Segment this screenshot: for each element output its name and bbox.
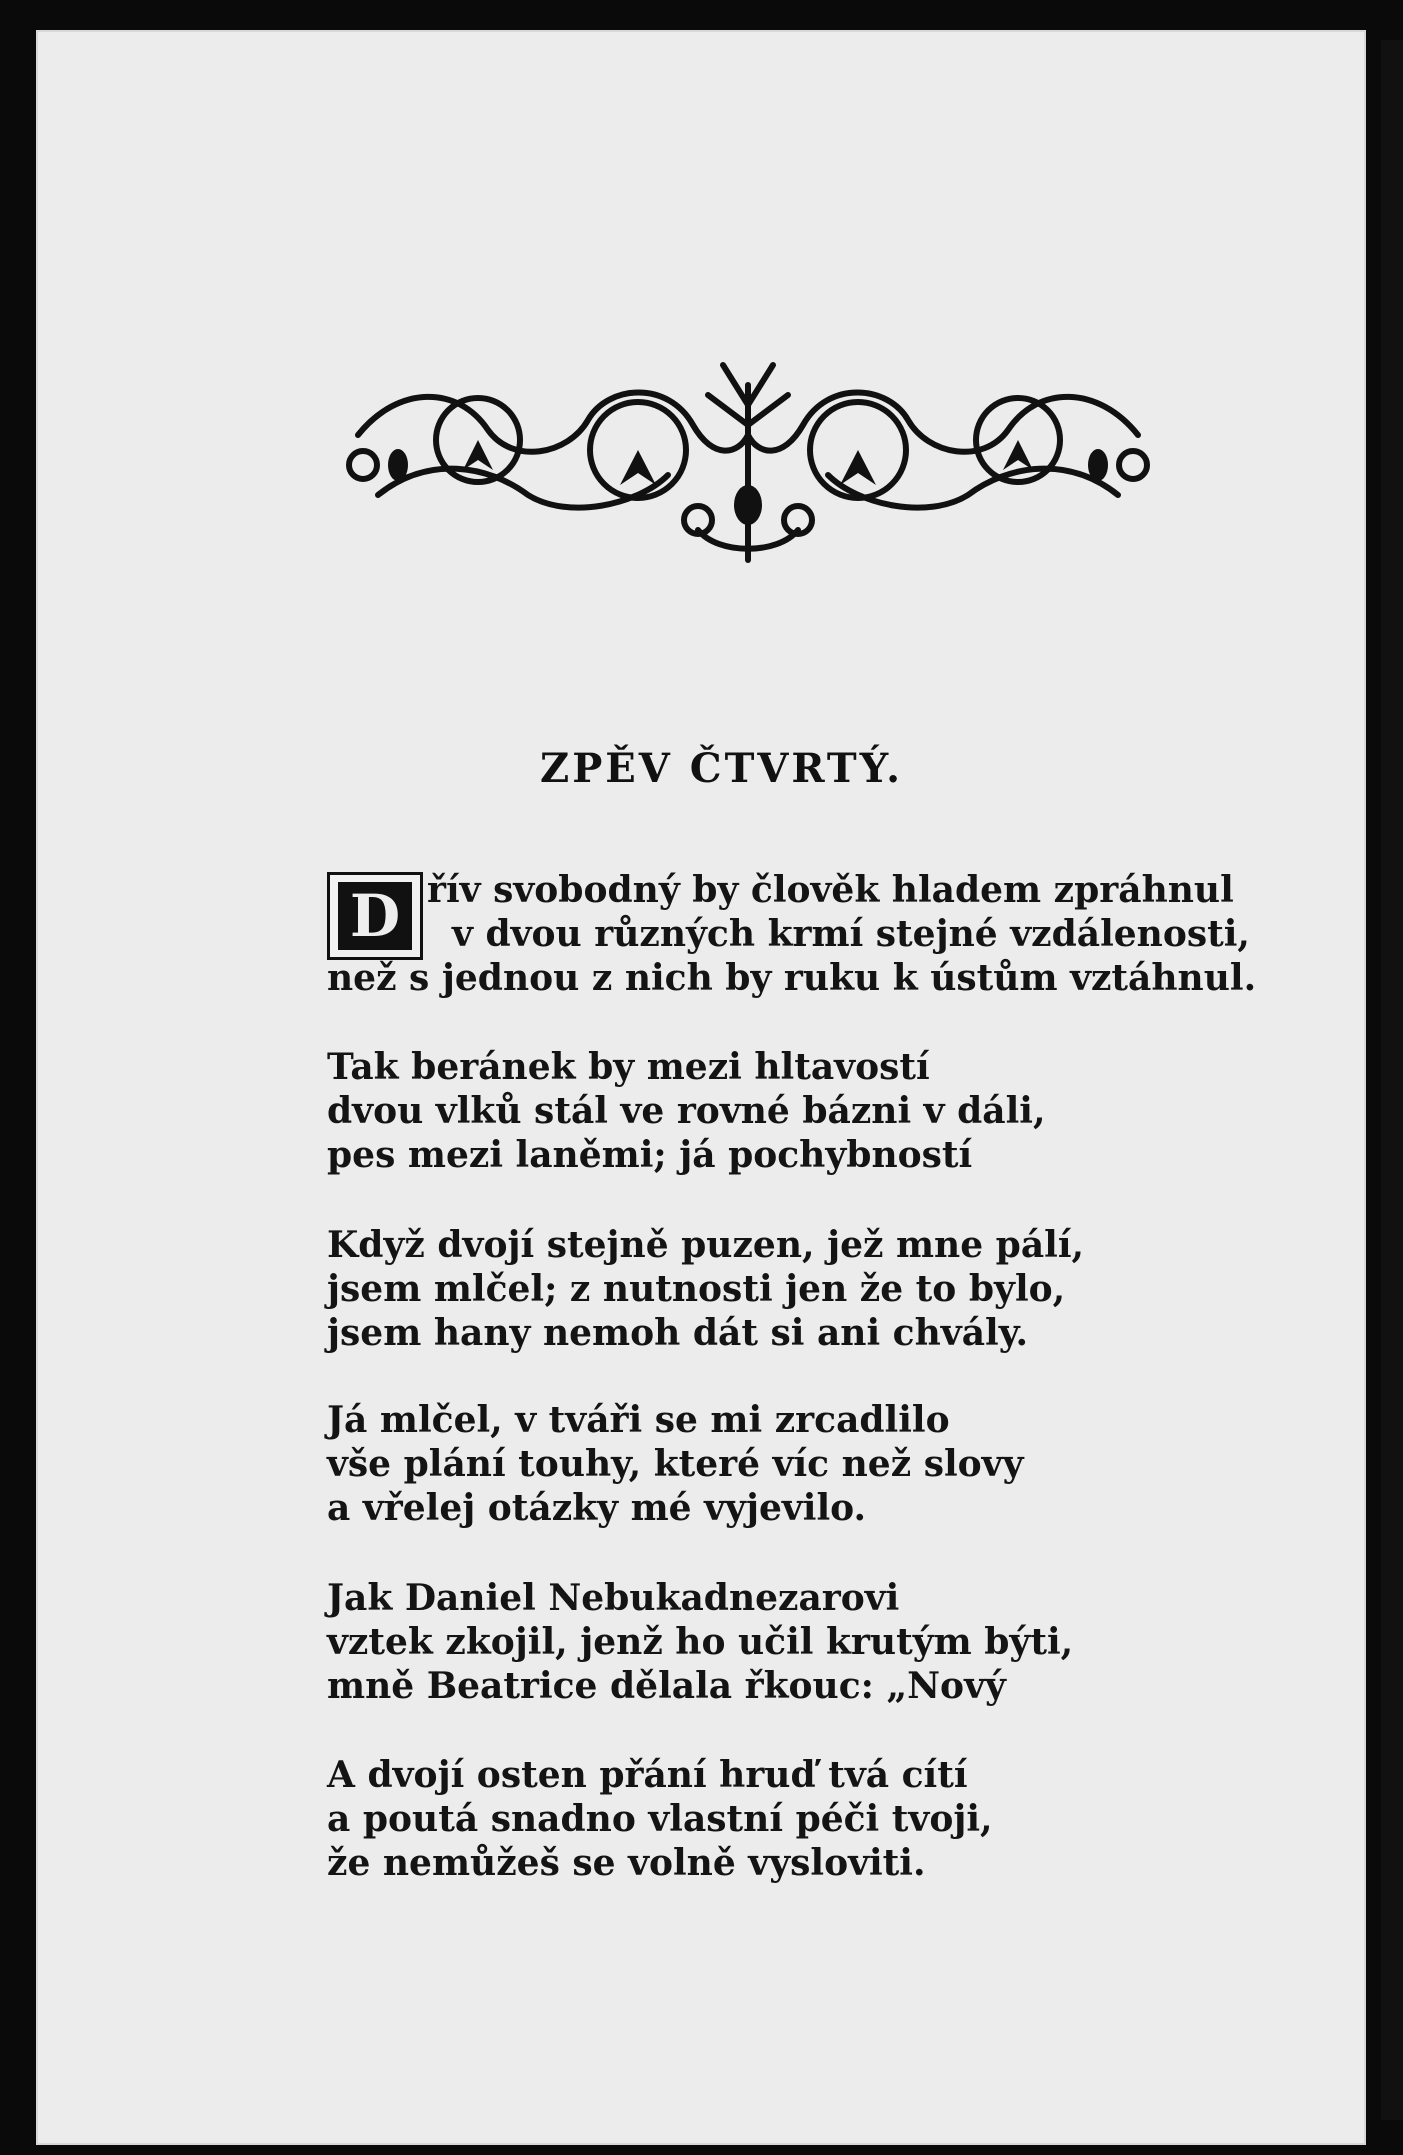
verse-line: A dvojí osten přání hruď tvá cítí — [327, 1754, 968, 1796]
verse-line: dvou vlků stál ve rovné bázni v dáli, — [327, 1090, 1046, 1132]
dropcap-letter: D — [338, 882, 412, 950]
verse-line: v dvou různých krmí stejné vzdálenosti, — [452, 913, 1250, 955]
verse-line: a poutá snadno vlastní péči tvoji, — [327, 1798, 993, 1840]
verse-line: Já mlčel, v tváři se mi zrcadlilo — [327, 1399, 950, 1441]
stanza-2 — [327, 1045, 1046, 1177]
verse-line: pes mezi laněmi; já pochybností — [327, 1134, 973, 1176]
verse-line: mně Beatrice dělala řkouc: „Nový — [327, 1665, 1006, 1707]
stanza-4 — [327, 1398, 1023, 1530]
verse-line: než s jednou z nich by ruku k ústům vztáhnul. — [327, 957, 1257, 999]
stanza-6 — [327, 1753, 993, 1885]
verse-line: vše plání touhy, které víc než slovy — [327, 1443, 1024, 1485]
canto-title: ZPĚV ČTVRTÝ. — [540, 745, 903, 792]
page-edge-shadow — [1381, 40, 1403, 2120]
stanza-3 — [327, 1223, 1084, 1355]
verse-line: vztek zkojil, jenž ho učil krutým býti, — [327, 1621, 1074, 1663]
verse-line: řív svobodný by člověk hladem zpráhnul — [427, 869, 1234, 911]
verse-line: jsem hany nemoh dát si ani chvály. — [327, 1312, 1029, 1354]
stanza-1 — [327, 868, 1256, 1000]
verse-line: a vřelej otázky mé vyjevilo. — [327, 1487, 867, 1529]
verse-line: Tak beránek by mezi hltavostí — [327, 1046, 930, 1088]
verse-line: Když dvojí stejně puzen, jež mne pálí, — [327, 1224, 1085, 1266]
ornament-headpiece-icon — [338, 345, 1158, 570]
verse-line: Jak Daniel Nebukadnezarovi — [327, 1577, 900, 1619]
verse-line: jsem mlčel; z nutnosti jen že to bylo, — [327, 1268, 1066, 1310]
stanza-5 — [327, 1576, 1073, 1708]
verse-line: že nemůžeš se volně vysloviti. — [327, 1842, 926, 1884]
